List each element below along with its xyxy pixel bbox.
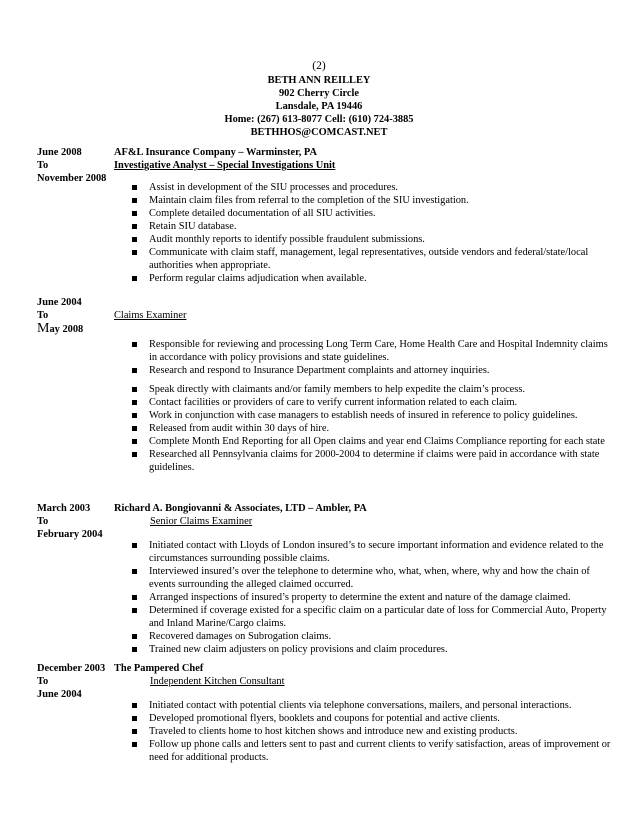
job-heading (114, 309, 186, 322)
list-item: Communicate with claim staff, management, legal representatives, outside vendors and federal/state/local authorities when appropriate. (130, 246, 618, 272)
company-name: The Pampered Chef (114, 663, 204, 674)
job-dates (37, 662, 117, 701)
job-dates (37, 502, 117, 541)
resume-header (0, 58, 638, 139)
list-item: Maintain claim files from referral to the completion of the SIU investigation. (130, 194, 618, 207)
street-address: 902 Cherry Circle (278, 88, 360, 99)
list-item: Developed promotional flyers, booklets and coupons for potential and active clients. (130, 712, 618, 725)
job-heading (114, 502, 367, 528)
list-item: Released from audit within 30 days of hire. (130, 422, 618, 435)
list-item: Speak directly with claimants and/or family members to help expedite the claim’s process. (130, 383, 618, 396)
list-item: Initiated contact with potential clients via telephone conversations, mailers, and personal interactions. (130, 699, 618, 712)
job-dates (37, 296, 117, 336)
list-item: Audit monthly reports to identify possible fraudulent submissions. (130, 233, 618, 246)
list-item: Researched all Pennsylvania claims for 2000-2004 to determine if claims were paid in accordance with state guidelines. (130, 448, 618, 474)
list-item: Arranged inspections of insured’s property to determine the extent and nature of the damage claimed. (130, 591, 618, 604)
list-item: Recovered damages on Subrogation claims. (130, 630, 618, 643)
applicant-name: BETH ANN REILLEY (267, 75, 371, 86)
list-item: Traveled to clients home to host kitchen shows and introduce new and existing products. (130, 725, 618, 738)
list-item: Complete detailed documentation of all SIU activities. (130, 207, 618, 220)
email-address: BETHHOS@COMCAST.NET (250, 127, 388, 138)
end-date: February 2004 (37, 529, 103, 540)
date-separator: To (37, 160, 49, 171)
end-date: May 2008 (37, 321, 84, 336)
duties-list (130, 699, 618, 764)
list-item: Follow up phone calls and letters sent to past and current clients to verify satisfaction, areas of improvement or need for additional products. (130, 738, 618, 764)
list-item: Contact facilities or providers of care to verify current information related to each claim. (130, 396, 618, 409)
list-item: Work in conjunction with case managers to establish needs of insured in reference to policy guidelines. (130, 409, 618, 422)
job-heading (114, 662, 284, 688)
phone-numbers: Home: (267) 613-8077 Cell: (610) 724-3885 (224, 114, 414, 125)
start-date: March 2003 (37, 503, 91, 514)
job-title: Claims Examiner (114, 310, 187, 321)
company-name: AF&L Insurance Company – Warminster, PA (114, 147, 318, 158)
duties-list (130, 539, 618, 656)
company-name: Richard A. Bongiovanni & Associates, LTD – Ambler, PA (114, 503, 367, 514)
start-date: December 2003 (37, 663, 106, 674)
start-date: June 2004 (37, 297, 82, 308)
list-item: Complete Month End Reporting for all Open claims and year end Claims Compliance reporting for each state (130, 435, 618, 448)
list-item: Trained new claim adjusters on policy provisions and claim procedures. (130, 643, 618, 656)
start-date: June 2008 (37, 147, 82, 158)
date-separator: To (37, 676, 49, 687)
date-separator: To (37, 516, 49, 527)
job-title: Senior Claims Examiner (150, 516, 253, 527)
job-title: Independent Kitchen Consultant (150, 676, 285, 687)
list-item: Retain SIU database. (130, 220, 618, 233)
job-heading (114, 146, 335, 172)
list-item: Determined if coverage existed for a specific claim on a particular date of loss for Commercial Auto, Property and Inland Marine/Cargo claims. (130, 604, 618, 630)
date-separator: To (37, 310, 49, 321)
end-date: June 2004 (37, 689, 82, 700)
list-item: Interviewed insured’s over the telephone to determine who, what, when, where, why and how the chain of events surrounding the alleged claimed occurred. (130, 565, 618, 591)
duties-list (130, 338, 618, 474)
job-title: Investigative Analyst – Special Investigations Unit (114, 160, 336, 171)
list-item: Assist in development of the SIU processes and procedures. (130, 181, 618, 194)
list-item: Initiated contact with Lloyds of London insured’s to secure important information and evidence related to the circumstances surrounding possible claims. (130, 539, 618, 565)
list-item: Responsible for reviewing and processing Long Term Care, Home Health Care and Hospital Indemnity claims in accordance with policy provisions and state guidelines. (130, 338, 618, 364)
job-dates (37, 146, 117, 185)
page-number: (2) (312, 60, 326, 72)
end-date: November 2008 (37, 173, 107, 184)
list-item: Research and respond to Insurance Department complaints and attorney inquiries. (130, 364, 618, 377)
list-item: Perform regular claims adjudication when available. (130, 272, 618, 285)
duties-list (130, 181, 618, 285)
city-state-zip: Lansdale, PA 19446 (275, 101, 363, 112)
